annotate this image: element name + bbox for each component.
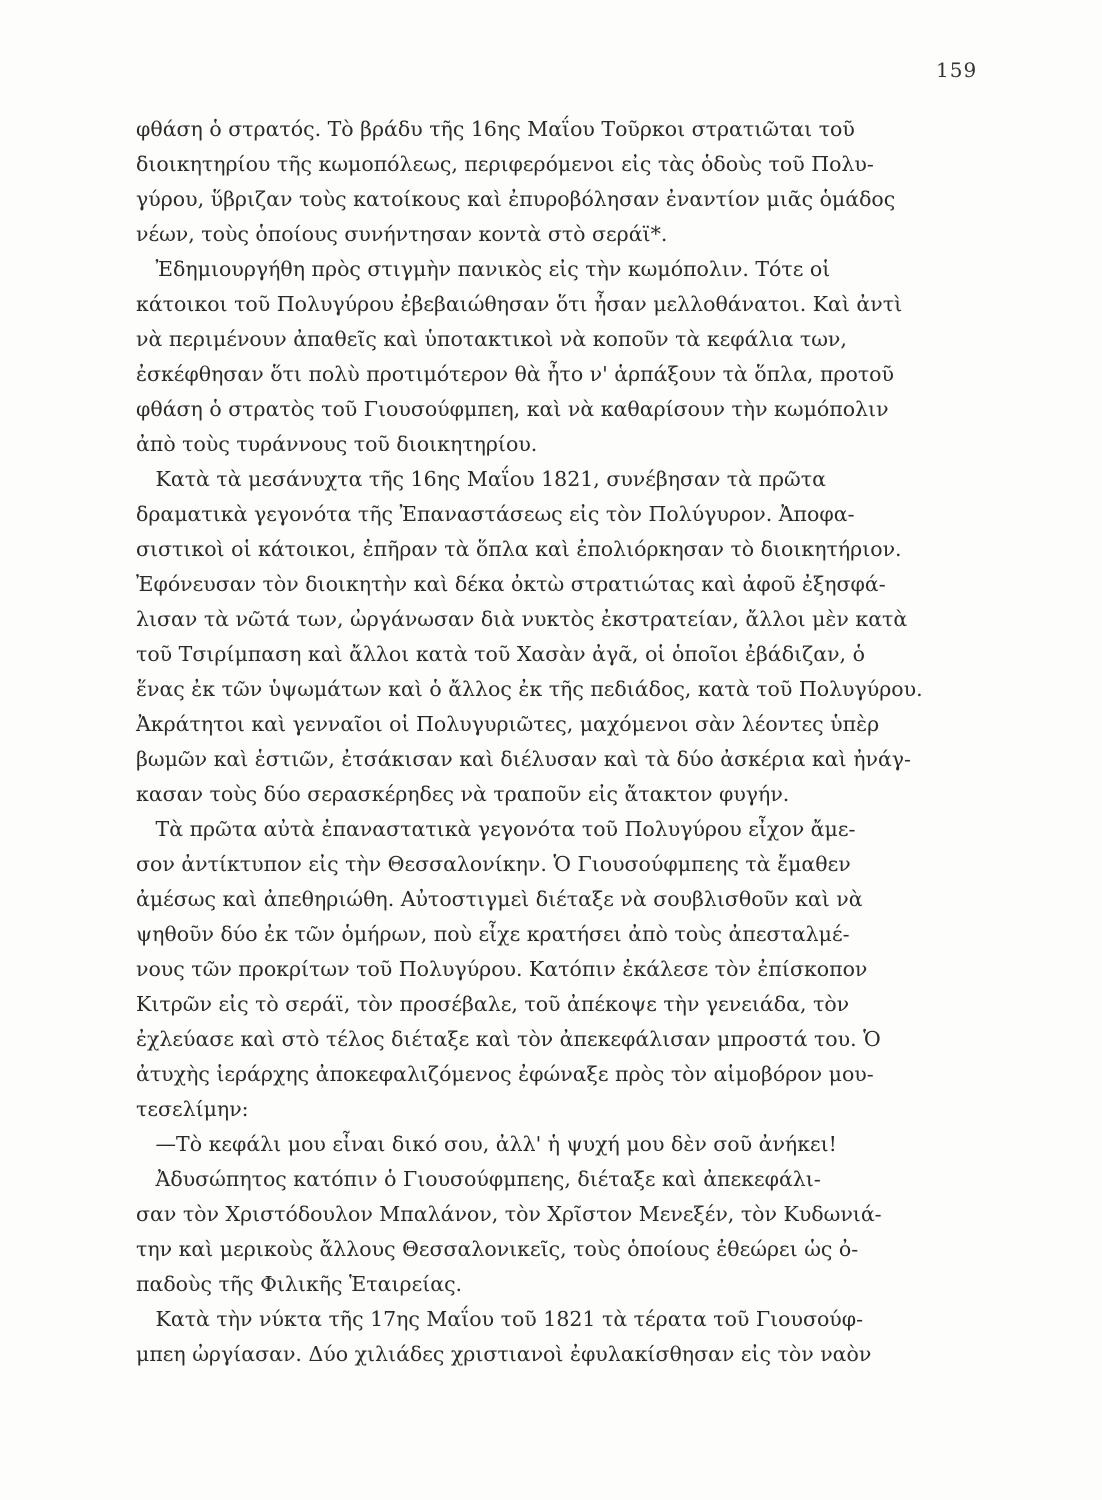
- text-line: φθάση ὁ στρατὸς τοῦ Γιουσούφμπεη, καὶ νὰ καθαρίσουν τὴν κωμόπολιν: [136, 397, 889, 421]
- text-line: Κατὰ τὰ μεσάνυχτα τῆς 16ης Μαΐου 1821, συνέβησαν τὰ πρῶτα: [136, 467, 826, 491]
- text-line: διοικητηρίου τῆς κωμοπόλεως, περιφερόμενοι εἰς τὰς ὁδοὺς τοῦ Πολυ-: [136, 152, 874, 176]
- text-line: σιστικοὶ οἱ κάτοικοι, ἐπῆραν τὰ ὅπλα καὶ ἐπολιόρκησαν τὸ διοικητήριον.: [136, 537, 902, 561]
- text-line: τοῦ Τσιρίμπαση καὶ ἄλλοι κατὰ τοῦ Χασὰν ἀγᾶ, οἱ ὁποῖοι ἐβάδιζαν, ὁ: [136, 642, 865, 666]
- text-line: κασαν τοὺς δύο σερασκέρηδες νὰ τραποῦν εἰς ἄτακτον φυγήν.: [136, 782, 790, 806]
- paragraph: [136, 462, 996, 812]
- body-text: [136, 112, 996, 1372]
- text-line: ἕνας ἐκ τῶν ὑψωμάτων καὶ ὁ ἄλλος ἐκ τῆς πεδιάδος, κατὰ τοῦ Πολυγύρου.: [136, 677, 923, 701]
- text-line: Ἐφόνευσαν τὸν διοικητὴν καὶ δέκα ὀκτὼ στρατιώτας καὶ ἀφοῦ ἐξησφά-: [136, 572, 886, 596]
- text-line: βωμῶν καὶ ἑστιῶν, ἐτσάκισαν καὶ διέλυσαν καὶ τὰ δύο ἀσκέρια καὶ ἠνάγ-: [136, 747, 911, 771]
- paragraph: [136, 1302, 996, 1372]
- text-line: γύρου, ὕβριζαν τοὺς κατοίκους καὶ ἐπυροβόλησαν ἐναντίον μιᾶς ὁμάδος: [136, 187, 896, 211]
- text-line: ἀτυχὴς ἱεράρχης ἀποκεφαλιζόμενος ἐφώναξε πρὸς τὸν αἱμοβόρον μου-: [136, 1062, 874, 1086]
- text-line: νους τῶν προκρίτων τοῦ Πολυγύρου. Κατόπιν ἐκάλεσε τὸν ἐπίσκοπον: [136, 957, 868, 981]
- text-line: —Τὸ κεφάλι μου εἶναι δικό σου, ἀλλ' ἡ ψυχή μου δὲν σοῦ ἀνήκει!: [136, 1132, 837, 1156]
- text-line: Ἐδημιουργήθη πρὸς στιγμὴν πανικὸς εἰς τὴν κωμόπολιν. Τότε οἱ: [136, 257, 831, 281]
- paragraph: [136, 812, 996, 1302]
- text-line: κάτοικοι τοῦ Πολυγύρου ἐβεβαιώθησαν ὅτι ἦσαν μελλοθάνατοι. Καὶ ἀντὶ: [136, 292, 903, 316]
- text-line: φθάση ὁ στρατός. Τὸ βράδυ τῆς 16ης Μαΐου Τοῦρκοι στρατιῶται τοῦ: [136, 117, 855, 141]
- text-line: δραματικὰ γεγονότα τῆς Ἐπαναστάσεως εἰς τὸν Πολύγυρον. Ἀποφα-: [136, 502, 855, 526]
- text-line: παδοὺς τῆς Φιλικῆς Ἑταιρείας.: [136, 1272, 463, 1296]
- text-line: Κιτρῶν εἰς τὸ σεράϊ, τὸν προσέβαλε, τοῦ ἀπέκοψε τὴν γενειάδα, τὸν: [136, 992, 850, 1016]
- text-line: Ἀκράτητοι καὶ γενναῖοι οἱ Πολυγυριῶτες, μαχόμενοι σὰν λέοντες ὑπὲρ: [136, 712, 880, 736]
- text-line: Ἀδυσώπητος κατόπιν ὁ Γιουσούφμπεης, διέταξε καὶ ἀπεκεφάλι-: [136, 1167, 821, 1191]
- text-line: Τὰ πρῶτα αὐτὰ ἐπαναστατικὰ γεγονότα τοῦ Πολυγύρου εἶχον ἄμε-: [136, 817, 856, 841]
- text-line: Κατὰ τὴν νύκτα τῆς 17ης Μαΐου τοῦ 1821 τὰ τέρατα τοῦ Γιουσούφ-: [136, 1307, 864, 1331]
- text-line: τεσελίμην:: [136, 1097, 249, 1121]
- text-line: ἀπὸ τοὺς τυράννους τοῦ διοικητηρίου.: [136, 432, 538, 456]
- text-line: λισαν τὰ νῶτά των, ὠργάνωσαν διὰ νυκτὸς ἐκστρατείαν, ἄλλοι μὲν κατὰ: [136, 607, 908, 631]
- text-line: ἐσκέφθησαν ὅτι πολὺ προτιμότερον θὰ ἦτο ν' ἁρπάξουν τὰ ὅπλα, προτοῦ: [136, 362, 894, 386]
- page-number: 159: [936, 58, 978, 82]
- text-line: νὰ περιμένουν ἀπαθεῖς καὶ ὑποτακτικοὶ νὰ κοποῦν τὰ κεφάλια των,: [136, 327, 847, 351]
- text-line: σον ἀντίκτυπον εἰς τὴν Θεσσαλονίκην. Ὁ Γιουσούφμπεης τὰ ἔμαθεν: [136, 852, 851, 876]
- text-line: νέων, τοὺς ὁποίους συνήντησαν κοντὰ στὸ σεράϊ*.: [136, 222, 668, 246]
- text-line: ἀμέσως καὶ ἀπεθηριώθη. Αὐτοστιγμεὶ διέταξε νὰ σουβλισθοῦν καὶ νὰ: [136, 887, 863, 911]
- text-line: την καὶ μερικοὺς ἄλλους Θεσσαλονικεῖς, τοὺς ὁποίους ἐθεώρει ὡς ὀ-: [136, 1237, 859, 1261]
- paragraph: [136, 112, 996, 462]
- text-line: ἐχλεύασε καὶ στὸ τέλος διέταξε καὶ τὸν ἀπεκεφάλισαν μπροστά του. Ὁ: [136, 1027, 881, 1051]
- text-line: σαν τὸν Χριστόδουλον Μπαλάνον, τὸν Χρῖστον Μενεξέν, τὸν Κυδωνιά-: [136, 1202, 882, 1226]
- text-line: μπεη ὠργίασαν. Δύο χιλιάδες χριστιανοὶ ἐφυλακίσθησαν εἰς τὸν ναὸν: [136, 1342, 872, 1366]
- text-line: ψηθοῦν δύο ἐκ τῶν ὁμήρων, ποὺ εἶχε κρατήσει ἀπὸ τοὺς ἀπεσταλμέ-: [136, 922, 850, 946]
